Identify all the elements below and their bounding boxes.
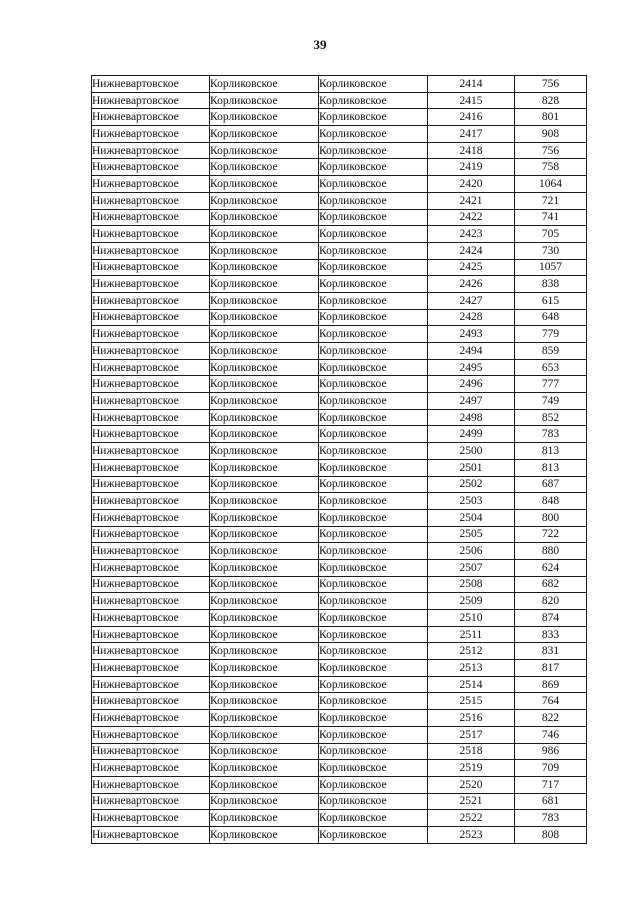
cell-well-number: 2417	[428, 126, 515, 143]
cell-field: Корликовское	[210, 376, 319, 393]
table-row	[92, 726, 587, 743]
cell-deposit: Корликовское	[319, 259, 428, 276]
cell-value: 741	[515, 209, 587, 226]
cell-well-number: 2425	[428, 259, 515, 276]
table-row	[92, 259, 587, 276]
cell-deposit: Корликовское	[319, 276, 428, 293]
cell-region: Нижневартовское	[92, 760, 210, 777]
cell-well-number: 2520	[428, 776, 515, 793]
cell-region: Нижневартовское	[92, 192, 210, 209]
cell-field: Корликовское	[210, 810, 319, 827]
cell-region: Нижневартовское	[92, 509, 210, 526]
cell-well-number: 2497	[428, 393, 515, 410]
cell-field: Корликовское	[210, 593, 319, 610]
cell-value: 687	[515, 476, 587, 493]
cell-well-number: 2521	[428, 793, 515, 810]
table-row	[92, 543, 587, 560]
cell-region: Нижневартовское	[92, 426, 210, 443]
cell-well-number: 2515	[428, 693, 515, 710]
cell-region: Нижневартовское	[92, 493, 210, 510]
cell-region: Нижневартовское	[92, 810, 210, 827]
cell-region: Нижневартовское	[92, 309, 210, 326]
cell-value: 783	[515, 426, 587, 443]
cell-field: Корликовское	[210, 509, 319, 526]
cell-deposit: Корликовское	[319, 176, 428, 193]
cell-well-number: 2517	[428, 726, 515, 743]
cell-region: Нижневартовское	[92, 643, 210, 660]
cell-value: 749	[515, 393, 587, 410]
cell-well-number: 2506	[428, 543, 515, 560]
cell-deposit: Корликовское	[319, 776, 428, 793]
cell-deposit: Корликовское	[319, 793, 428, 810]
table-row	[92, 292, 587, 309]
cell-value: 682	[515, 576, 587, 593]
cell-value: 908	[515, 126, 587, 143]
cell-deposit: Корликовское	[319, 710, 428, 727]
cell-well-number: 2428	[428, 309, 515, 326]
table-row	[92, 593, 587, 610]
cell-well-number: 2519	[428, 760, 515, 777]
cell-value: 758	[515, 159, 587, 176]
cell-region: Нижневартовское	[92, 526, 210, 543]
cell-well-number: 2499	[428, 426, 515, 443]
cell-value: 1064	[515, 176, 587, 193]
cell-field: Корликовское	[210, 76, 319, 93]
table-row	[92, 660, 587, 677]
cell-value: 833	[515, 626, 587, 643]
cell-deposit: Корликовское	[319, 826, 428, 843]
cell-value: 801	[515, 109, 587, 126]
cell-value: 681	[515, 793, 587, 810]
cell-field: Корликовское	[210, 259, 319, 276]
cell-field: Корликовское	[210, 142, 319, 159]
cell-deposit: Корликовское	[319, 509, 428, 526]
cell-value: 822	[515, 710, 587, 727]
table-row	[92, 276, 587, 293]
cell-value: 705	[515, 226, 587, 243]
cell-well-number: 2426	[428, 276, 515, 293]
cell-value: 800	[515, 509, 587, 526]
cell-region: Нижневартовское	[92, 292, 210, 309]
cell-value: 869	[515, 676, 587, 693]
cell-field: Корликовское	[210, 409, 319, 426]
table-row	[92, 309, 587, 326]
table-row	[92, 743, 587, 760]
cell-field: Корликовское	[210, 526, 319, 543]
table-row	[92, 643, 587, 660]
cell-well-number: 2512	[428, 643, 515, 660]
cell-value: 709	[515, 760, 587, 777]
cell-well-number: 2502	[428, 476, 515, 493]
cell-well-number: 2511	[428, 626, 515, 643]
cell-field: Корликовское	[210, 710, 319, 727]
table-row	[92, 610, 587, 627]
cell-well-number: 2500	[428, 443, 515, 460]
cell-field: Корликовское	[210, 576, 319, 593]
cell-region: Нижневартовское	[92, 359, 210, 376]
cell-well-number: 2419	[428, 159, 515, 176]
cell-deposit: Корликовское	[319, 559, 428, 576]
table-row	[92, 576, 587, 593]
cell-well-number: 2418	[428, 142, 515, 159]
cell-deposit: Корликовское	[319, 743, 428, 760]
cell-deposit: Корликовское	[319, 593, 428, 610]
cell-region: Нижневартовское	[92, 159, 210, 176]
table-row	[92, 343, 587, 360]
cell-value: 808	[515, 826, 587, 843]
cell-deposit: Корликовское	[319, 226, 428, 243]
cell-well-number: 2508	[428, 576, 515, 593]
cell-field: Корликовское	[210, 92, 319, 109]
cell-region: Нижневартовское	[92, 443, 210, 460]
cell-region: Нижневартовское	[92, 576, 210, 593]
cell-value: 831	[515, 643, 587, 660]
cell-region: Нижневартовское	[92, 476, 210, 493]
cell-deposit: Корликовское	[319, 309, 428, 326]
cell-field: Корликовское	[210, 192, 319, 209]
cell-deposit: Корликовское	[319, 576, 428, 593]
table-row	[92, 443, 587, 460]
cell-field: Корликовское	[210, 276, 319, 293]
cell-field: Корликовское	[210, 826, 319, 843]
cell-value: 986	[515, 743, 587, 760]
cell-deposit: Корликовское	[319, 359, 428, 376]
cell-value: 859	[515, 343, 587, 360]
cell-well-number: 2493	[428, 326, 515, 343]
cell-field: Корликовское	[210, 443, 319, 460]
table-row	[92, 476, 587, 493]
cell-region: Нижневартовское	[92, 209, 210, 226]
cell-field: Корликовское	[210, 643, 319, 660]
cell-field: Корликовское	[210, 209, 319, 226]
cell-deposit: Корликовское	[319, 242, 428, 259]
cell-field: Корликовское	[210, 793, 319, 810]
cell-region: Нижневартовское	[92, 409, 210, 426]
cell-field: Корликовское	[210, 426, 319, 443]
cell-deposit: Корликовское	[319, 126, 428, 143]
table-row	[92, 109, 587, 126]
cell-region: Нижневартовское	[92, 109, 210, 126]
cell-field: Корликовское	[210, 776, 319, 793]
cell-well-number: 2496	[428, 376, 515, 393]
cell-deposit: Корликовское	[319, 626, 428, 643]
cell-value: 648	[515, 309, 587, 326]
cell-deposit: Корликовское	[319, 693, 428, 710]
cell-region: Нижневартовское	[92, 176, 210, 193]
table-row	[92, 526, 587, 543]
cell-value: 777	[515, 376, 587, 393]
cell-region: Нижневартовское	[92, 126, 210, 143]
cell-deposit: Корликовское	[319, 76, 428, 93]
cell-value: 722	[515, 526, 587, 543]
cell-field: Корликовское	[210, 660, 319, 677]
cell-value: 730	[515, 242, 587, 259]
cell-well-number: 2494	[428, 343, 515, 360]
cell-field: Корликовское	[210, 459, 319, 476]
cell-well-number: 2415	[428, 92, 515, 109]
table-row	[92, 426, 587, 443]
cell-deposit: Корликовское	[319, 810, 428, 827]
cell-well-number: 2522	[428, 810, 515, 827]
cell-well-number: 2498	[428, 409, 515, 426]
cell-region: Нижневартовское	[92, 693, 210, 710]
cell-deposit: Корликовское	[319, 610, 428, 627]
table-row	[92, 509, 587, 526]
table-row	[92, 226, 587, 243]
cell-well-number: 2427	[428, 292, 515, 309]
cell-deposit: Корликовское	[319, 109, 428, 126]
cell-well-number: 2495	[428, 359, 515, 376]
cell-well-number: 2518	[428, 743, 515, 760]
cell-region: Нижневартовское	[92, 626, 210, 643]
cell-field: Корликовское	[210, 493, 319, 510]
cell-deposit: Корликовское	[319, 393, 428, 410]
cell-value: 783	[515, 810, 587, 827]
table-row	[92, 710, 587, 727]
cell-value: 764	[515, 693, 587, 710]
table-row	[92, 326, 587, 343]
table-row	[92, 142, 587, 159]
cell-region: Нижневартовское	[92, 610, 210, 627]
table-row	[92, 192, 587, 209]
cell-deposit: Корликовское	[319, 326, 428, 343]
cell-well-number: 2416	[428, 109, 515, 126]
cell-value: 721	[515, 192, 587, 209]
cell-region: Нижневартовское	[92, 142, 210, 159]
cell-region: Нижневартовское	[92, 776, 210, 793]
cell-field: Корликовское	[210, 543, 319, 560]
cell-field: Корликовское	[210, 292, 319, 309]
cell-field: Корликовское	[210, 176, 319, 193]
cell-well-number: 2503	[428, 493, 515, 510]
cell-well-number: 2422	[428, 209, 515, 226]
cell-well-number: 2424	[428, 242, 515, 259]
data-table	[91, 75, 587, 844]
cell-region: Нижневартовское	[92, 343, 210, 360]
table-row	[92, 793, 587, 810]
cell-value: 813	[515, 459, 587, 476]
cell-well-number: 2505	[428, 526, 515, 543]
cell-deposit: Корликовское	[319, 142, 428, 159]
table-row	[92, 359, 587, 376]
table-row	[92, 626, 587, 643]
cell-region: Нижневартовское	[92, 710, 210, 727]
cell-value: 779	[515, 326, 587, 343]
table-row	[92, 676, 587, 693]
cell-field: Корликовское	[210, 743, 319, 760]
cell-value: 848	[515, 493, 587, 510]
page-number: 39	[313, 37, 327, 52]
cell-value: 820	[515, 593, 587, 610]
cell-well-number: 2414	[428, 76, 515, 93]
table-row	[92, 459, 587, 476]
cell-deposit: Корликовское	[319, 526, 428, 543]
cell-field: Корликовское	[210, 476, 319, 493]
table-row	[92, 242, 587, 259]
cell-region: Нижневартовское	[92, 743, 210, 760]
cell-deposit: Корликовское	[319, 726, 428, 743]
cell-deposit: Корликовское	[319, 292, 428, 309]
cell-region: Нижневартовское	[92, 276, 210, 293]
cell-value: 874	[515, 610, 587, 627]
cell-field: Корликовское	[210, 326, 319, 343]
cell-field: Корликовское	[210, 109, 319, 126]
cell-well-number: 2516	[428, 710, 515, 727]
cell-region: Нижневартовское	[92, 660, 210, 677]
cell-field: Корликовское	[210, 610, 319, 627]
table-row	[92, 126, 587, 143]
table-row	[92, 393, 587, 410]
cell-deposit: Корликовское	[319, 493, 428, 510]
cell-deposit: Корликовское	[319, 343, 428, 360]
cell-region: Нижневартовское	[92, 242, 210, 259]
cell-region: Нижневартовское	[92, 726, 210, 743]
cell-deposit: Корликовское	[319, 192, 428, 209]
table-row	[92, 810, 587, 827]
cell-well-number: 2423	[428, 226, 515, 243]
cell-field: Корликовское	[210, 359, 319, 376]
cell-field: Корликовское	[210, 760, 319, 777]
table-row	[92, 559, 587, 576]
cell-value: 717	[515, 776, 587, 793]
cell-field: Корликовское	[210, 693, 319, 710]
table-body	[92, 76, 587, 844]
cell-deposit: Корликовское	[319, 676, 428, 693]
table-row	[92, 693, 587, 710]
cell-field: Корликовское	[210, 126, 319, 143]
cell-well-number: 2421	[428, 192, 515, 209]
cell-well-number: 2514	[428, 676, 515, 693]
cell-region: Нижневартовское	[92, 793, 210, 810]
table-row	[92, 493, 587, 510]
cell-deposit: Корликовское	[319, 643, 428, 660]
cell-value: 615	[515, 292, 587, 309]
cell-region: Нижневартовское	[92, 593, 210, 610]
table-row	[92, 776, 587, 793]
cell-well-number: 2523	[428, 826, 515, 843]
cell-deposit: Корликовское	[319, 443, 428, 460]
cell-field: Корликовское	[210, 343, 319, 360]
cell-value: 756	[515, 142, 587, 159]
cell-field: Корликовское	[210, 559, 319, 576]
cell-region: Нижневартовское	[92, 543, 210, 560]
cell-field: Корликовское	[210, 726, 319, 743]
table-row	[92, 760, 587, 777]
cell-value: 817	[515, 660, 587, 677]
cell-deposit: Корликовское	[319, 459, 428, 476]
cell-field: Корликовское	[210, 626, 319, 643]
table-row	[92, 376, 587, 393]
cell-well-number: 2509	[428, 593, 515, 610]
cell-value: 813	[515, 443, 587, 460]
cell-region: Нижневартовское	[92, 459, 210, 476]
cell-field: Корликовское	[210, 226, 319, 243]
table-row	[92, 76, 587, 93]
table-row	[92, 209, 587, 226]
cell-well-number: 2510	[428, 610, 515, 627]
cell-region: Нижневартовское	[92, 676, 210, 693]
cell-deposit: Корликовское	[319, 760, 428, 777]
cell-region: Нижневартовское	[92, 559, 210, 576]
cell-deposit: Корликовское	[319, 660, 428, 677]
cell-well-number: 2504	[428, 509, 515, 526]
cell-deposit: Корликовское	[319, 376, 428, 393]
cell-value: 880	[515, 543, 587, 560]
cell-well-number: 2507	[428, 559, 515, 576]
cell-deposit: Корликовское	[319, 159, 428, 176]
cell-field: Корликовское	[210, 676, 319, 693]
cell-region: Нижневартовское	[92, 393, 210, 410]
cell-deposit: Корликовское	[319, 476, 428, 493]
cell-value: 1057	[515, 259, 587, 276]
cell-region: Нижневартовское	[92, 376, 210, 393]
cell-well-number: 2420	[428, 176, 515, 193]
cell-deposit: Корликовское	[319, 409, 428, 426]
cell-deposit: Корликовское	[319, 209, 428, 226]
cell-well-number: 2513	[428, 660, 515, 677]
cell-well-number: 2501	[428, 459, 515, 476]
cell-field: Корликовское	[210, 393, 319, 410]
cell-region: Нижневартовское	[92, 259, 210, 276]
table-row	[92, 409, 587, 426]
table-row	[92, 176, 587, 193]
cell-region: Нижневартовское	[92, 76, 210, 93]
cell-region: Нижневартовское	[92, 826, 210, 843]
cell-value: 828	[515, 92, 587, 109]
cell-value: 852	[515, 409, 587, 426]
cell-value: 756	[515, 76, 587, 93]
table-row	[92, 159, 587, 176]
cell-region: Нижневартовское	[92, 226, 210, 243]
cell-value: 624	[515, 559, 587, 576]
cell-region: Нижневартовское	[92, 326, 210, 343]
cell-value: 653	[515, 359, 587, 376]
cell-field: Корликовское	[210, 242, 319, 259]
cell-deposit: Корликовское	[319, 92, 428, 109]
table-row	[92, 826, 587, 843]
cell-deposit: Корликовское	[319, 543, 428, 560]
cell-region: Нижневартовское	[92, 92, 210, 109]
table-row	[92, 92, 587, 109]
cell-deposit: Корликовское	[319, 426, 428, 443]
cell-value: 838	[515, 276, 587, 293]
cell-value: 746	[515, 726, 587, 743]
cell-field: Корликовское	[210, 309, 319, 326]
cell-field: Корликовское	[210, 159, 319, 176]
